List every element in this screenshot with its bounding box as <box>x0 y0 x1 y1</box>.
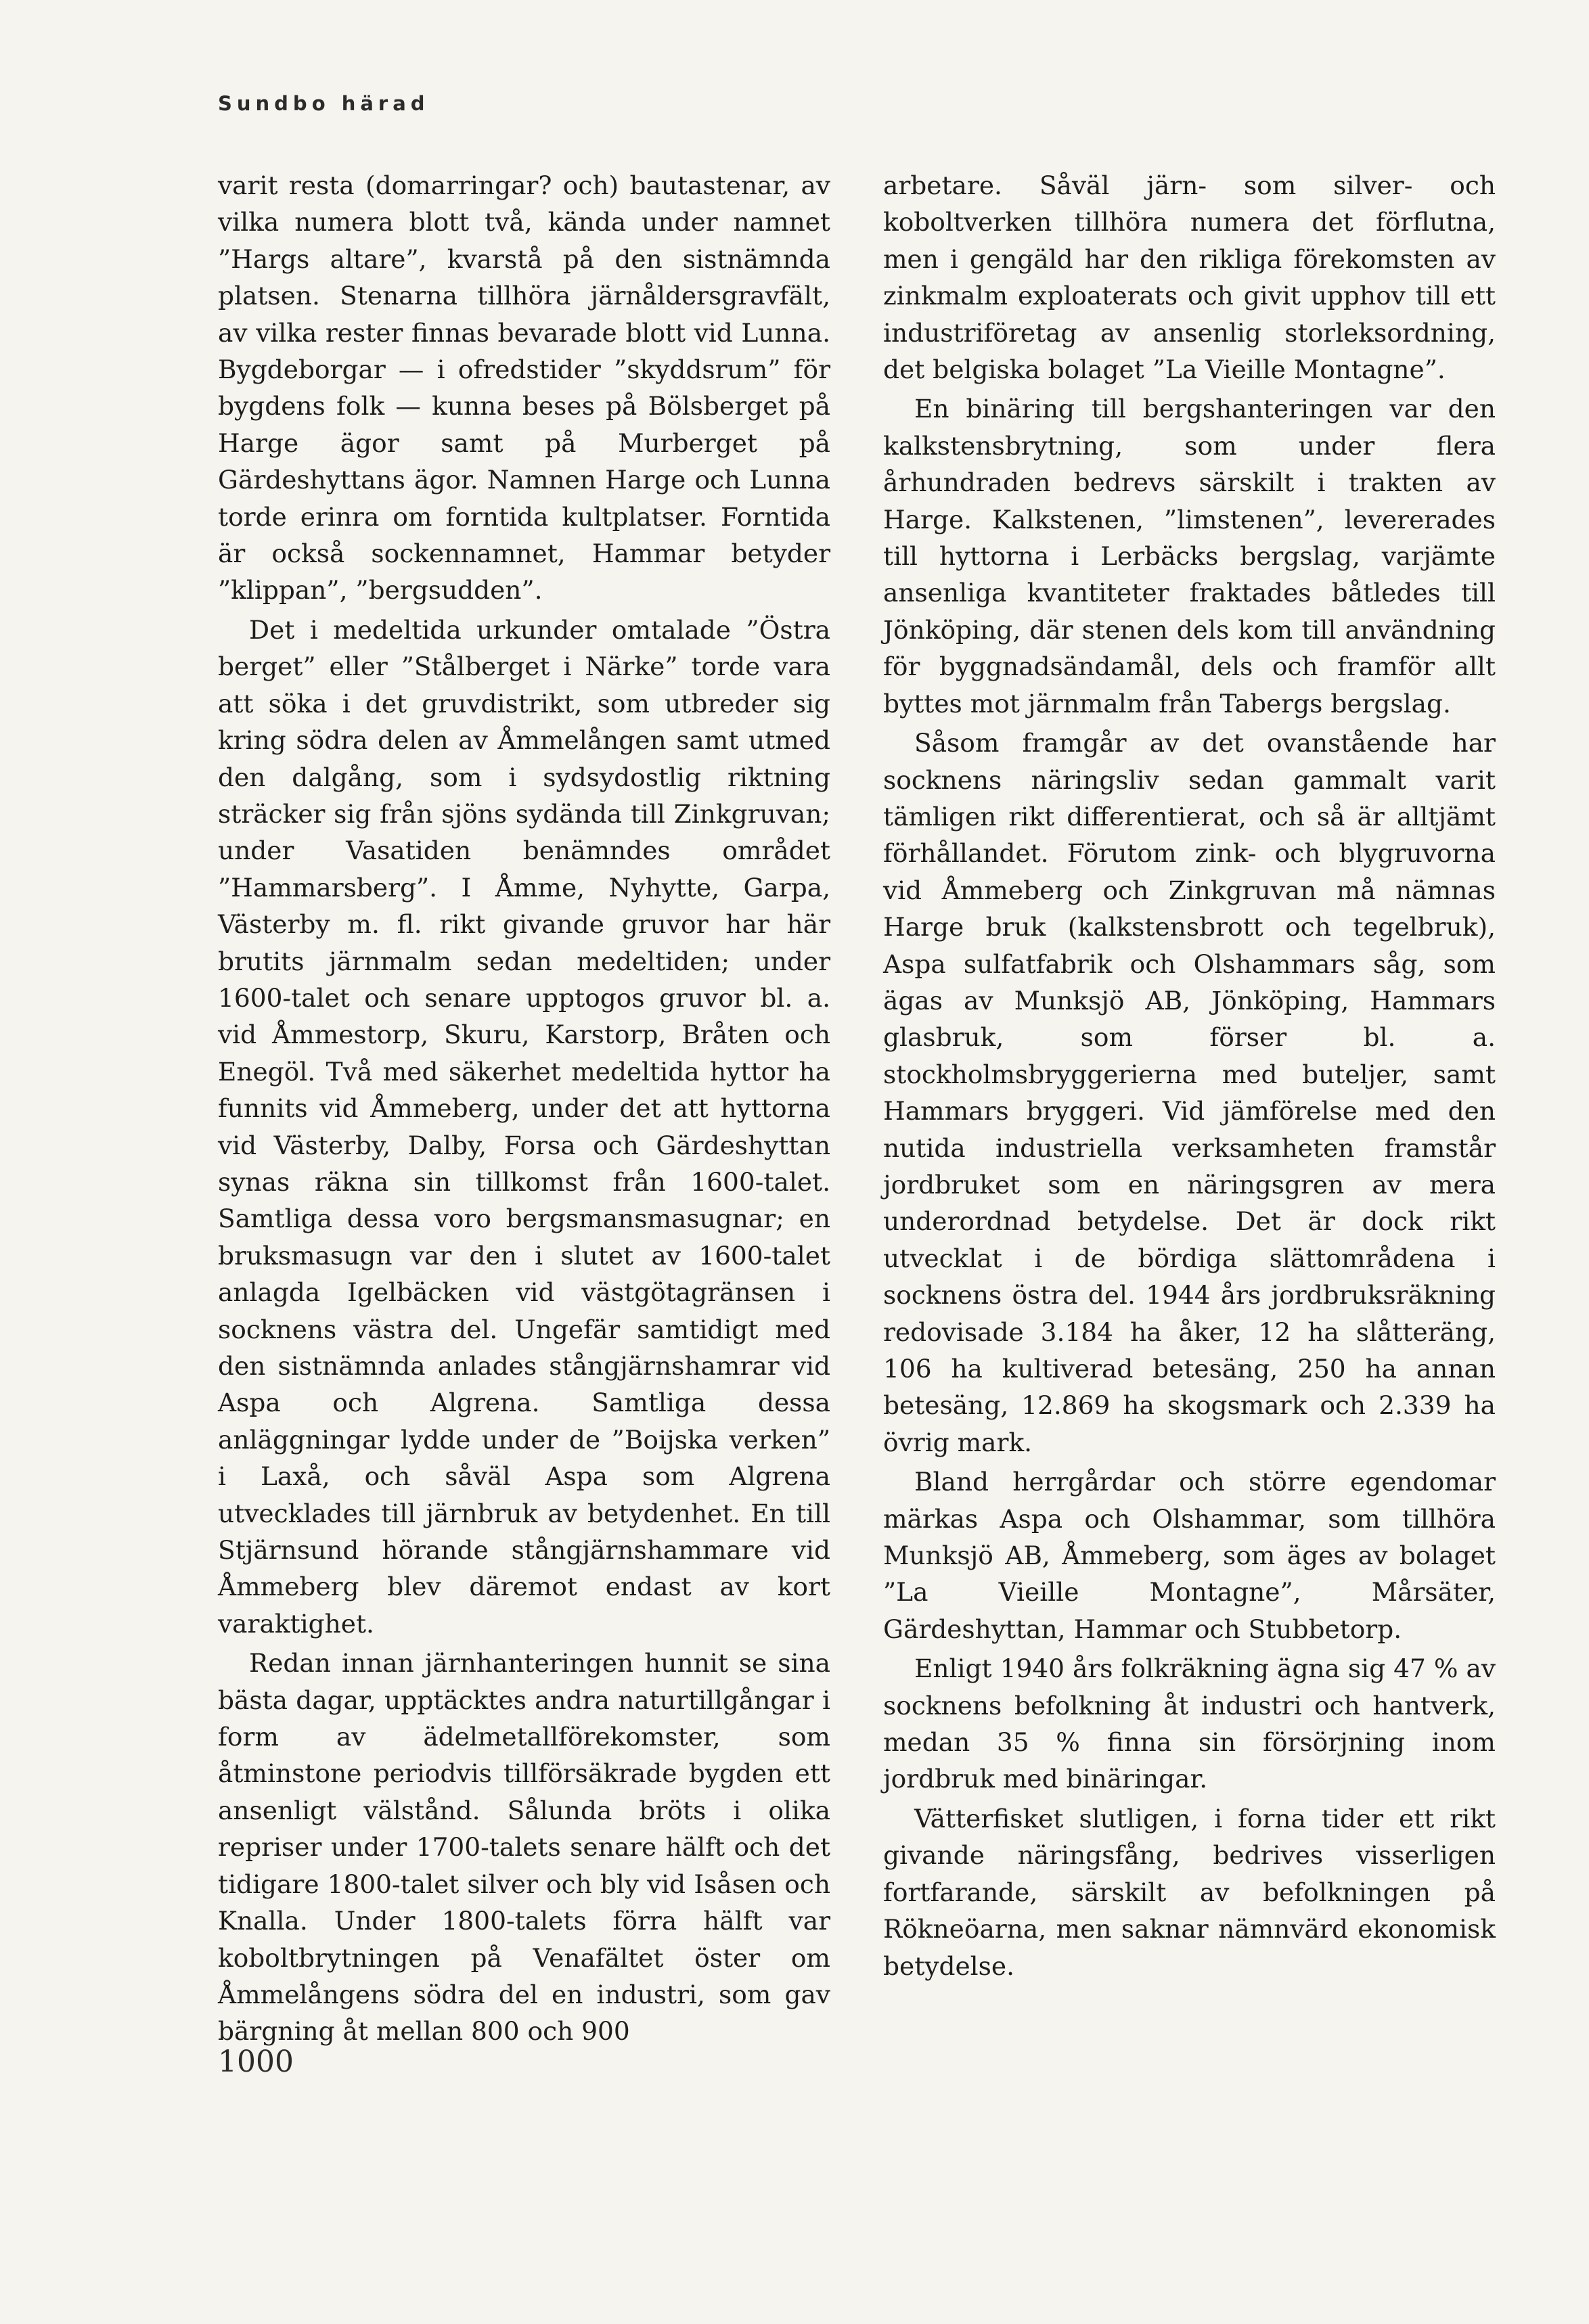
paragraph: En binäring till bergshanteringen var den kalkstensbrytning, som under flera århundraden bedrevs särskilt i trakten av Harge. Kalkstenen, ”limstenen”, levererades till hyttorna i Lerbäcks bergslag, varjämte ansenliga kvantiteter fraktades båtledes till Jönköping, där stenen dels kom till användning för byggnadsändamål, dels och framför allt byttes mot järnmalm från Tabergs bergslag. <box>883 394 1496 719</box>
left-text-column <box>218 167 830 2050</box>
paragraph: arbetare. Såväl järn- som silver- och koboltverken tillhöra numera det förflutna, men i gengäld har den rikliga förekomsten av zinkmalm exploaterats och givit upphov till ett industriföretag av ansenlig storleksordning, det belgiska bolaget ”La Vieille Montagne”. <box>883 170 1496 385</box>
running-header: Sundbo härad <box>218 92 430 115</box>
page-number: 1000 <box>218 2045 294 2079</box>
right-text-column <box>883 167 1496 1984</box>
paragraph: varit resta (domarringar? och) bautastenar, av vilka numera blott två, kända under namnet ”Hargs altare”, kvarstå på den sistnämnda platsen. Stenarna tillhöra järnåldersgravfält, av vilka rester finnas bevarade blott vid Lunna. Bygdeborgar — i ofredstider ”skyddsrum” för bygdens folk — kunna beses på Bölsberget på Harge ägor samt på Murberget på Gärdeshyttans ägor. Namnen Harge och Lunna torde erinra om forntida kultplatser. Forntida är också sockennamnet, Hammar betyder ”klippan”, ”bergsudden”. <box>218 170 830 606</box>
paragraph: Vätterfisket slutligen, i forna tider ett rikt givande näringsfång, bedrives visserligen fortfarande, särskilt av befolkningen på Rökneöarna, men saknar nämnvärd ekonomisk betydelse. <box>883 1803 1496 1981</box>
paragraph: Det i medeltida urkunder omtalade ”Östra berget” eller ”Stålberget i Närke” torde vara att söka i det gruvdistrikt, som utbreder sig kring södra delen av Åmmelången samt utmed den dalgång, som i sydsydostlig riktning sträcker sig från sjöns sydända till Zinkgruvan; under Vasatiden benämndes området ”Hammarsberg”. I Åmme, Nyhytte, Garpa, Västerby m. fl. rikt givande gruvor har här brutits järnmalm sedan medeltiden; under 1600-talet och senare upptogos gruvor bl. a. vid Åmmestorp, Skuru, Karstorp, Bråten och Enegöl. Två med säkerhet medeltida hyttor ha funnits vid Åmmeberg, under det att hyttorna vid Västerby, Dalby, Forsa och Gärdeshyttan synas räkna sin tillkomst från 1600-talet. Samtliga dessa voro bergsmansmasugnar; en bruksmasugn var den i slutet av 1600-talet anlagda Igelbäcken vid västgötagränsen i socknens västra del. Ungefär samtidigt med den sistnämnda anlades stångjärnshamrar vid Aspa och Algrena. Samtliga dessa anläggningar lydde under de ”Boijska verken” i Laxå, och såväl Aspa som Algrena utvecklades till järnbruk av betydenhet. En till Stjärnsund hörande stångjärnshammare vid Åmmeberg blev däremot endast av kort varaktighet. <box>218 614 830 1639</box>
paragraph: Enligt 1940 års folkräkning ägna sig 47 % av socknens befolkning åt industri och hantverk, medan 35 % finna sin försörjning inom jordbruk med binäringar. <box>883 1654 1496 1794</box>
paragraph: Såsom framgår av det ovanstående har socknens näringsliv sedan gammalt varit tämligen rikt differentierat, och så är alltjämt förhållandet. Förutom zink- och blygruvorna vid Åmmeberg och Zinkgruvan må nämnas Harge bruk (kalkstensbrott och tegelbruk), Aspa sulfatfabrik och Olshammars såg, som ägas av Munksjö AB, Jönköping, Hammars glasbruk, som förser bl. a. stockholmsbryggerierna med buteljer, samt Hammars bryggeri. Vid jämförelse med den nutida industriella verksamheten framstår jordbruket som en näringsgren av mera underordnad betydelse. Det är dock rikt utvecklat i de bördiga slättområdena i socknens östra del. 1944 års jordbruksräkning redovisade 3.184 ha åker, 12 ha slåtteräng, 106 ha kultiverad betesäng, 250 ha annan betesäng, 12.869 ha skogsmark och 2.339 ha övrig mark. <box>883 728 1496 1457</box>
paragraph: Bland herrgårdar och större egendomar märkas Aspa och Olshammar, som tillhöra Munksjö AB, Åmmeberg, som äges av bolaget ”La Vieille Montagne”, Mårsäter, Gärdeshyttan, Hammar och Stubbetorp. <box>883 1467 1496 1644</box>
paragraph: Redan innan järnhanteringen hunnit se sina bästa dagar, upptäcktes andra naturtillgångar i form av ädelmetallförekomster, som åtminstone periodvis tillförsäkrade bygden ett ansenligt välstånd. Sålunda bröts i olika repriser under 1700-talets senare hälft och det tidigare 1800-talet silver och bly vid Isåsen och Knalla. Under 1800-talets förra hälft var koboltbrytningen på Venafältet öster om Åmmelångens södra del en industri, som gav bärgning åt mellan 800 och 900 <box>218 1648 830 2047</box>
